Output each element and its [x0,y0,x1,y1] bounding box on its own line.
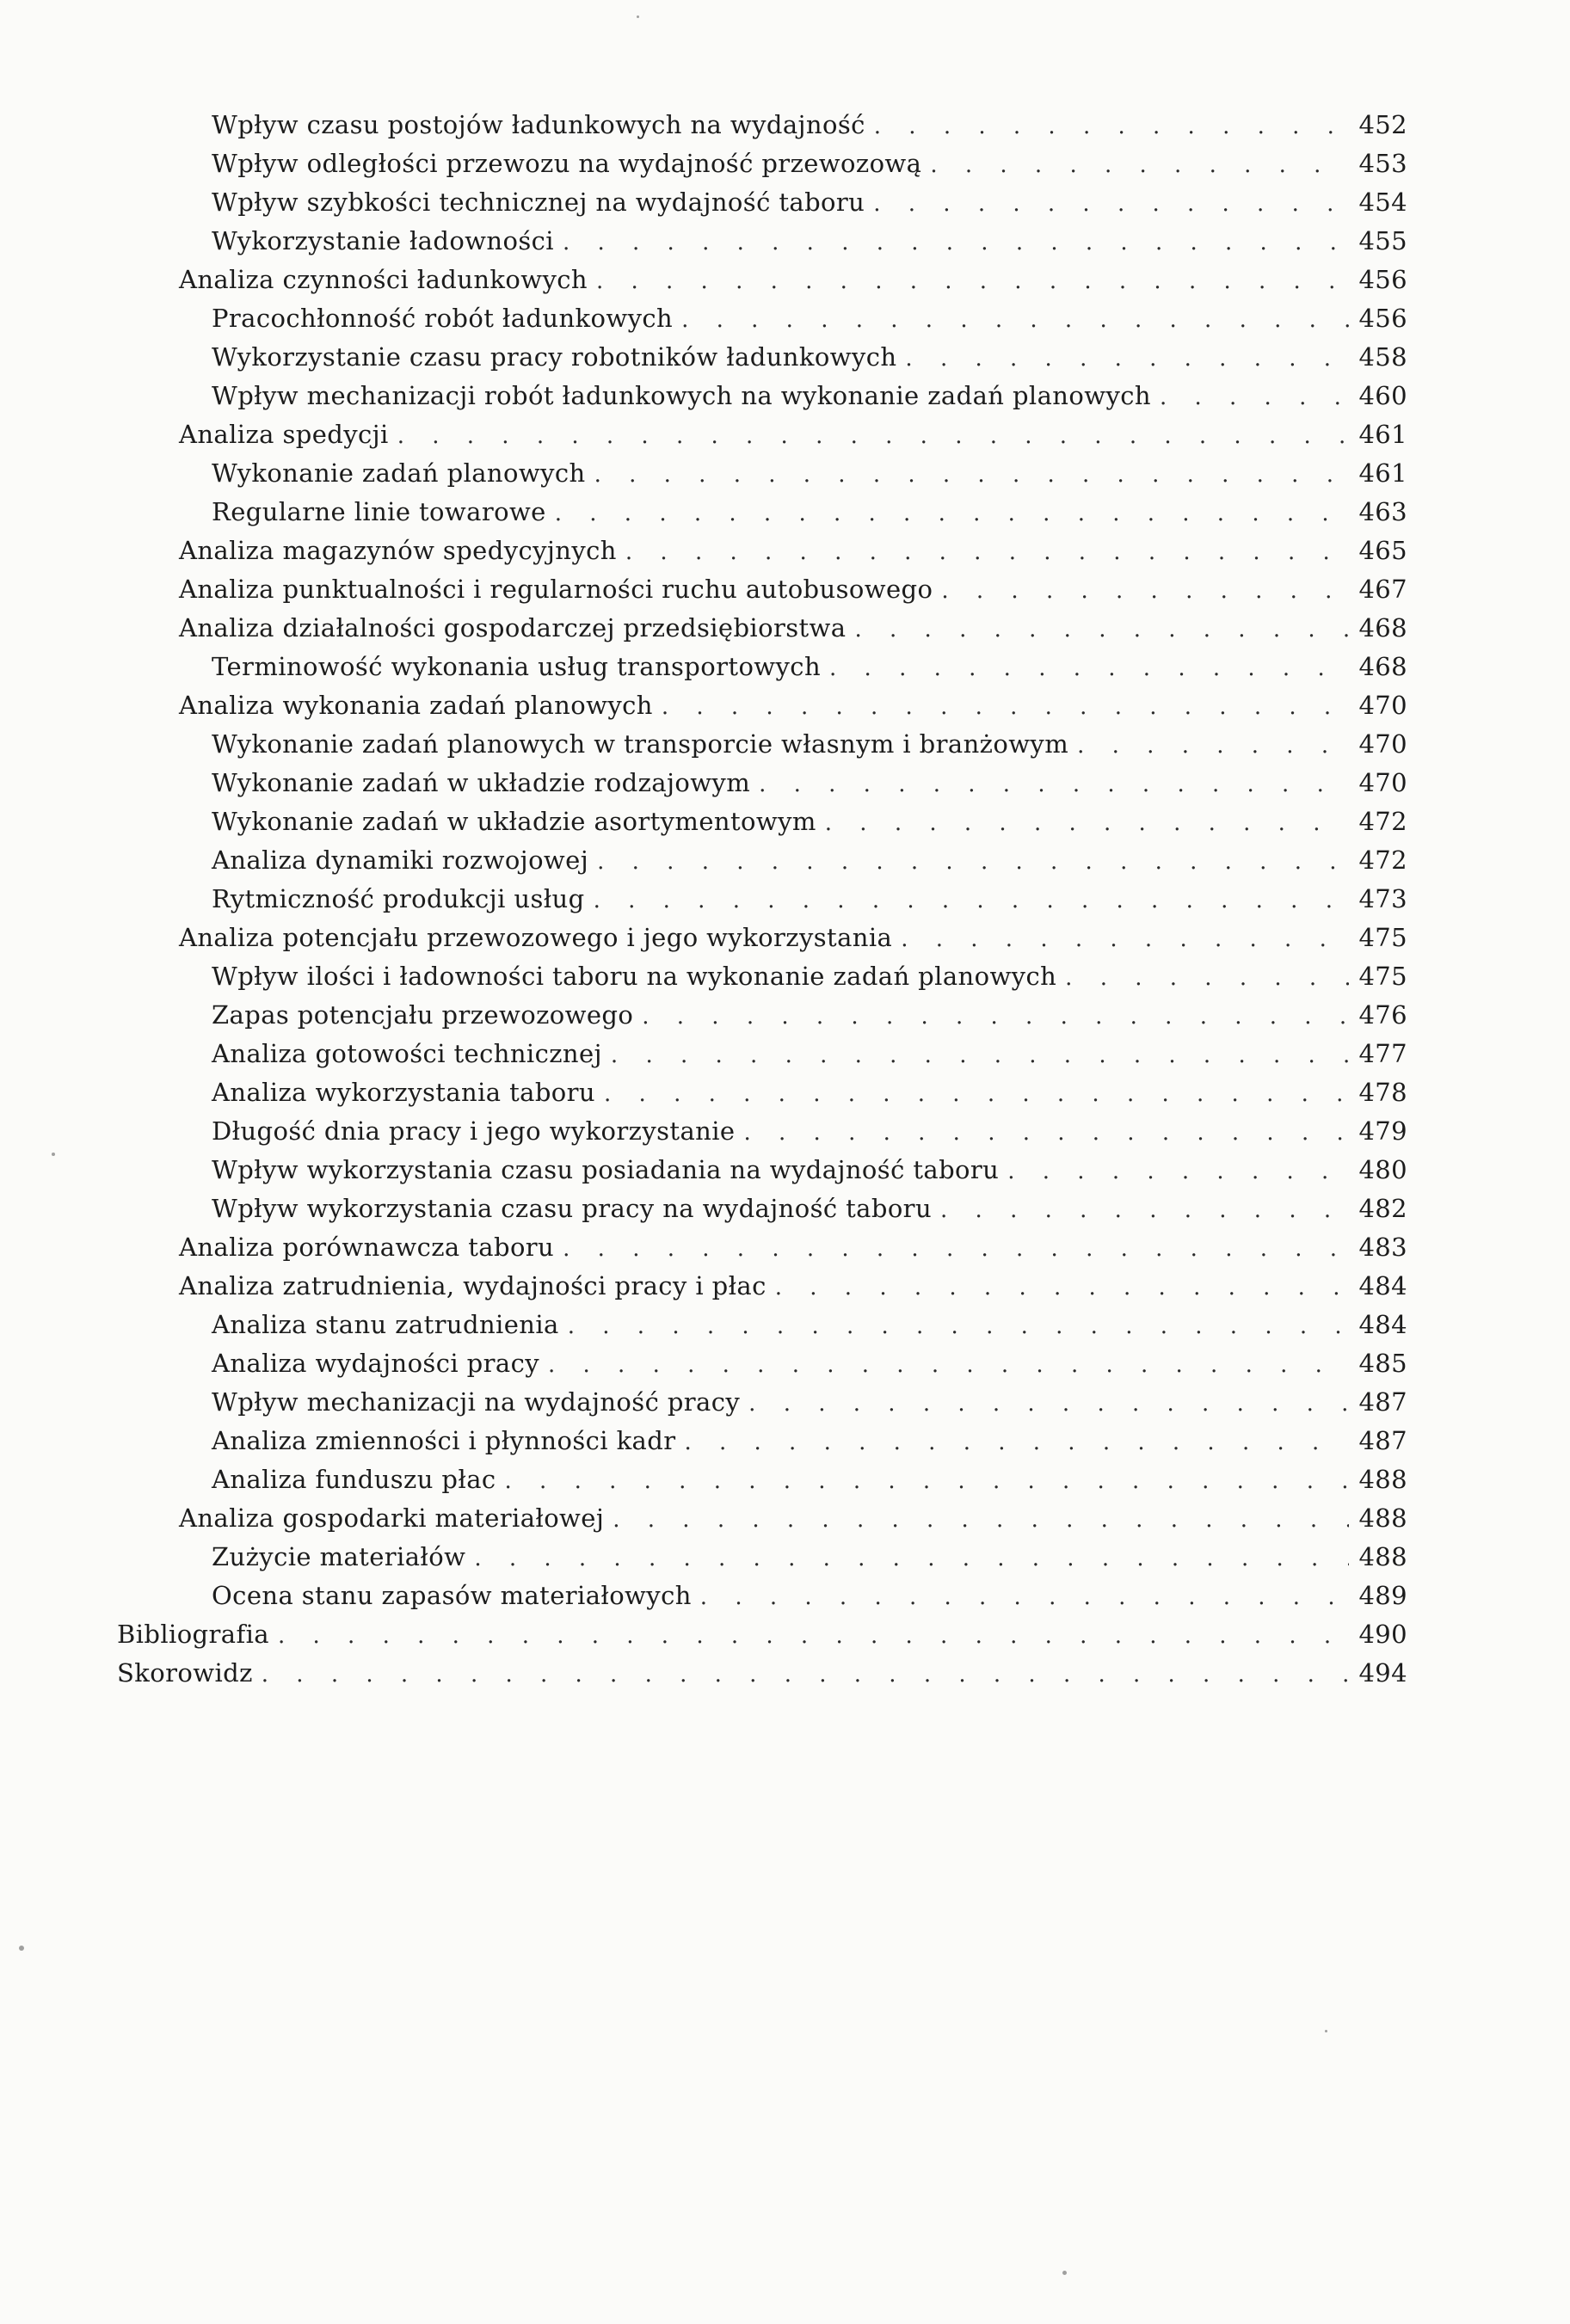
toc-entry-page: 473 [1358,884,1407,913]
toc-dot-leader [596,268,1349,294]
toc-entry [117,845,1407,884]
toc-entry-title: Analiza potencjału przewozowego i jego wykorzystania [179,923,893,952]
toc-entry-page: 472 [1358,845,1407,875]
scan-speck [52,1153,55,1156]
toc-entry [117,226,1407,265]
toc-entry-page: 465 [1358,536,1407,565]
toc-entry [117,1233,1407,1271]
toc-entry-page: 483 [1358,1233,1407,1262]
toc-dot-leader [748,1391,1349,1417]
toc-entry-page: 490 [1358,1620,1407,1649]
toc-entry-title: Regularne linie towarowe [212,497,546,526]
toc-entry-page: 485 [1358,1349,1407,1378]
toc-entry [117,575,1407,613]
toc-dot-leader [662,694,1349,720]
toc-dot-leader [594,888,1349,913]
toc-entry [117,536,1407,575]
toc-entry [117,342,1407,381]
toc-entry-page: 456 [1358,304,1407,333]
toc-entry [117,381,1407,420]
toc-entry-title: Bibliografia [117,1620,269,1649]
toc-entry-title: Wykonanie zadań w układzie asortymentowym [212,807,816,836]
scan-speck [1325,2030,1327,2032]
toc-entry-page: 470 [1358,691,1407,720]
toc-entry [117,304,1407,342]
toc-entry-title: Analiza wydajności pracy [212,1349,539,1378]
toc-entry [117,110,1407,149]
toc-entry-title: Analiza gotowości technicznej [212,1039,602,1068]
toc-entry [117,1542,1407,1581]
toc-dot-leader [1065,965,1349,991]
toc-entry-title: Analiza wykonania zadań planowych [179,691,653,720]
toc-entry-title: Wpływ mechanizacji robót ładunkowych na wykonanie zadań planowych [212,381,1151,410]
toc-dot-leader [474,1546,1349,1571]
toc-entry-page: 479 [1358,1116,1407,1146]
toc-entry-page: 455 [1358,226,1407,255]
toc-entry-page: 478 [1358,1078,1407,1107]
toc-dot-leader [681,307,1349,333]
toc-entry-page: 494 [1358,1658,1407,1688]
toc-entry-title: Wpływ mechanizacji na wydajność pracy [212,1387,741,1417]
toc-entry-title: Terminowość wykonania usług transportowych [212,652,822,681]
toc-entry-page: 477 [1358,1039,1407,1068]
toc-entry [117,1310,1407,1349]
toc-entry-title: Analiza wykorzystania taboru [212,1078,596,1107]
toc-dot-leader [1077,733,1349,759]
toc-entry-page: 489 [1358,1581,1407,1610]
toc-dot-leader [1007,1159,1349,1184]
toc-entry-page: 453 [1358,149,1407,178]
toc-entry [117,613,1407,652]
toc-entry-page: 480 [1358,1155,1407,1184]
toc-entry-title: Ocena stanu zapasów materiałowych [212,1581,692,1610]
toc-entry [117,497,1407,536]
toc-entry-title: Pracochłonność robót ładunkowych [212,304,674,333]
toc-entry [117,1658,1407,1697]
scan-speck [637,15,639,18]
toc-entry-title: Zużycie materiałów [212,1542,466,1571]
toc-entry-title: Analiza zatrudnienia, wydajności pracy i płac [179,1271,767,1300]
toc-entry [117,652,1407,691]
toc-entry [117,420,1407,458]
toc-entry [117,188,1407,226]
toc-entry-title: Wpływ odległości przewozu na wydajność przewozową [212,149,922,178]
toc-entry [117,265,1407,304]
toc-dot-leader [743,1120,1349,1146]
toc-dot-leader [1160,384,1349,410]
toc-entry [117,1465,1407,1503]
toc-entry-title: Wpływ wykorzystania czasu pracy na wydajność taboru [212,1194,933,1223]
toc-entry-title: Długość dnia pracy i jego wykorzystanie [212,1116,736,1146]
scan-speck [19,1946,24,1951]
toc-entry-page: 475 [1358,923,1407,952]
toc-dot-leader [941,578,1349,604]
toc-dot-leader [759,772,1349,797]
toc-entry-title: Skorowidz [117,1658,253,1688]
toc-dot-leader [548,1352,1349,1378]
toc-entry-title: Rytmiczność produkcji usług [212,884,585,913]
toc-entry-page: 460 [1358,381,1407,410]
toc-entry-page: 467 [1358,575,1407,604]
toc-entry [117,923,1407,962]
toc-entry-title: Wpływ czasu postojów ładunkowych na wydajność [212,110,865,139]
toc-entry-page: 458 [1358,342,1407,372]
toc-entry [117,962,1407,1000]
toc-entry-title: Wykonanie zadań planowych [212,458,586,488]
toc-entry-title: Analiza punktualności i regularności ruchu autobusowego [179,575,933,604]
toc-entry-page: 452 [1358,110,1407,139]
toc-entry-page: 472 [1358,807,1407,836]
toc-entry-page: 463 [1358,497,1407,526]
toc-dot-leader [684,1429,1349,1455]
toc-entry [117,1349,1407,1387]
toc-dot-leader [278,1623,1349,1649]
toc-entry [117,768,1407,807]
toc-dot-leader [642,1004,1349,1030]
toc-entry-page: 461 [1358,420,1407,449]
toc-dot-leader [613,1507,1349,1533]
toc-dot-leader [604,1081,1349,1107]
toc-dot-leader [563,1236,1349,1262]
toc-entry-page: 475 [1358,962,1407,991]
toc-entry-title: Wpływ wykorzystania czasu posiadania na wydajność taboru [212,1155,1000,1184]
toc-entry-title: Wykonanie zadań w układzie rodzajowym [212,768,751,797]
toc-dot-leader [874,114,1349,139]
toc-dot-leader [825,810,1349,836]
toc-dot-leader [625,539,1349,565]
toc-entry [117,1581,1407,1620]
toc-dot-leader [700,1584,1349,1610]
toc-entry-title: Analiza stanu zatrudnienia [212,1310,559,1339]
toc-entry [117,691,1407,729]
toc-entry-page: 456 [1358,265,1407,294]
toc-entry-title: Wpływ ilości i ładowności taboru na wykonanie zadań planowych [212,962,1057,991]
toc-dot-leader [775,1275,1349,1300]
toc-entry-page: 461 [1358,458,1407,488]
toc-entry-page: 487 [1358,1426,1407,1455]
toc-entry-page: 484 [1358,1271,1407,1300]
toc-entry-page: 484 [1358,1310,1407,1339]
toc-entry [117,1271,1407,1310]
toc-dot-leader [597,849,1349,875]
toc-entry-title: Analiza zmienności i płynności kadr [212,1426,676,1455]
toc-dot-leader [940,1197,1349,1223]
toc-entry [117,149,1407,188]
toc-entry-title: Analiza dynamiki rozwojowej [212,845,589,875]
toc-entry-title: Wykorzystanie czasu pracy robotników ładunkowych [212,342,897,372]
toc-entry [117,1039,1407,1078]
toc-entry-title: Analiza czynności ładunkowych [179,265,588,294]
toc-entry-page: 487 [1358,1387,1407,1417]
toc-entry-page: 488 [1358,1465,1407,1494]
toc-entry-title: Analiza gospodarki materiałowej [179,1503,605,1533]
toc-entry [117,1078,1407,1116]
toc-entry-title: Wykorzystanie ładowności [212,226,554,255]
toc-entry [117,729,1407,768]
toc-entry [117,807,1407,845]
toc-dot-leader [397,423,1349,449]
toc-entry [117,1426,1407,1465]
toc-entry-title: Wykonanie zadań planowych w transporcie własnym i branżowym [212,729,1069,759]
toc-entry-title: Analiza porównawcza taboru [179,1233,555,1262]
toc-dot-leader [873,191,1349,217]
toc-entry [117,1194,1407,1233]
toc-entry-page: 468 [1358,613,1407,642]
toc-dot-leader [930,152,1349,178]
toc-entry-title: Wpływ szybkości technicznej na wydajność taboru [212,188,865,217]
toc-entry-page: 488 [1358,1503,1407,1533]
toc-entry-page: 488 [1358,1542,1407,1571]
toc-entry-page: 482 [1358,1194,1407,1223]
toc-entry-page: 468 [1358,652,1407,681]
toc-entry-title: Analiza działalności gospodarczej przedsiębiorstwa [179,613,847,642]
toc-entry [117,1155,1407,1194]
toc-entry-title: Analiza spedycji [179,420,389,449]
toc-entry [117,1620,1407,1658]
toc-entry-page: 476 [1358,1000,1407,1030]
toc-entry-title: Analiza magazynów spedycyjnych [179,536,617,565]
toc-entry-page: 454 [1358,188,1407,217]
toc-entry-title: Analiza funduszu płac [212,1465,496,1494]
toc-entry-title: Zapas potencjału przewozowego [212,1000,634,1030]
toc-dot-leader [905,346,1349,372]
toc-dot-leader [262,1662,1349,1688]
toc-entry [117,1503,1407,1542]
toc-dot-leader [829,655,1349,681]
toc-dot-leader [854,617,1349,642]
toc-dot-leader [555,501,1349,526]
toc-dot-leader [901,926,1349,952]
toc-dot-leader [611,1042,1349,1068]
toc-entry [117,1387,1407,1426]
toc-entry-page: 470 [1358,729,1407,759]
scan-speck [1062,2271,1067,2275]
toc-dot-leader [563,230,1349,255]
toc-entry [117,458,1407,497]
toc-entry-page: 470 [1358,768,1407,797]
toc-entry [117,884,1407,923]
toc-dot-leader [568,1313,1349,1339]
toc-dot-leader [505,1468,1349,1494]
toc-dot-leader [594,462,1349,488]
toc-entry [117,1116,1407,1155]
table-of-contents [117,110,1407,1697]
toc-entry [117,1000,1407,1039]
